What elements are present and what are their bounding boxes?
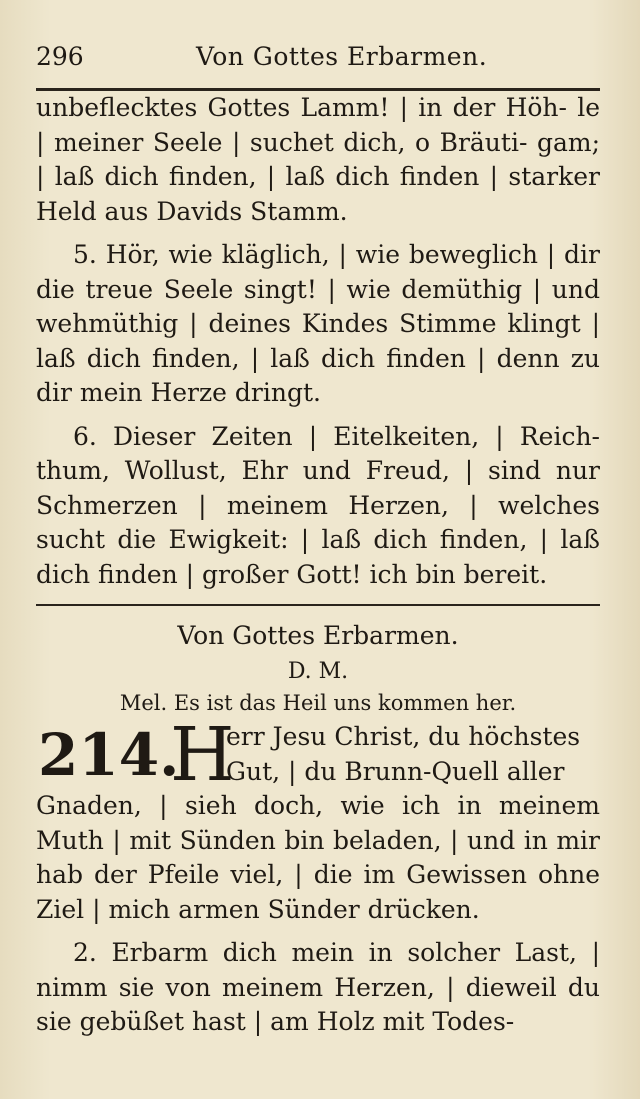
page-number: 296	[36, 42, 84, 71]
hymn-214	[36, 712, 600, 1040]
hymn-line-2: Gut, | du Brunn-Quell aller	[226, 756, 565, 786]
melody-line: Mel. Es ist das Heil uns kommen her.	[119, 691, 517, 715]
drop-cap-initial: H	[170, 712, 235, 798]
hymn-text-top	[36, 91, 600, 592]
verse-6: 6. Dieser Zeiten | Eitelkeiten, | Reich- thum, Wollust, Ehr und Freud, | sind nur Schmerzen | meinem Herzen, | welches sucht die Ewigkeit: | laß dich finden, | laß dich finden | großer Gott! ich bin bereit.	[36, 421, 600, 589]
verse-continuation: unbeflecktes Gottes Lamm! | in der Höh- le | meiner Seele | suchet dich, o Bräuti- gam; | laß dich finden, | laß dich finden | starker Held aus Davids Stamm.	[36, 93, 600, 226]
page-header	[36, 42, 600, 86]
author-attribution: D. M.	[287, 659, 349, 684]
hymn-line-1: err Jesu Christ, du höchstes	[226, 722, 581, 751]
hymn-verse-2: 2. Erbarm dich mein in solcher Last, | nimm sie von meinem Herzen, | dieweil du sie gebüßet hast | am Holz mit Todes-	[36, 938, 600, 1036]
section-title: Von Gottes Erbarmen.	[177, 621, 459, 650]
section-rule	[36, 604, 600, 606]
verse-5: 5. Hör, wie kläglich, | wie beweglich | dir die treue Seele singt! | wie demüthig | und wehmüthig | deines Kindes Stimme klingt | laß dich finden, | laß dich finden | denn zu dir mein Herze dringt.	[36, 240, 600, 407]
running-head: Von Gottes Erbarmen.	[196, 42, 488, 71]
hymn-verse-1-rest: Gnaden, | sieh doch, wie ich in meinem Muth | mit Sünden bin beladen, | und in mir hab der Pfeile viel, | die im Gewissen ohne Ziel | mich armen Sünder drücken.	[36, 791, 600, 924]
hymn-number: 214.	[38, 721, 180, 789]
